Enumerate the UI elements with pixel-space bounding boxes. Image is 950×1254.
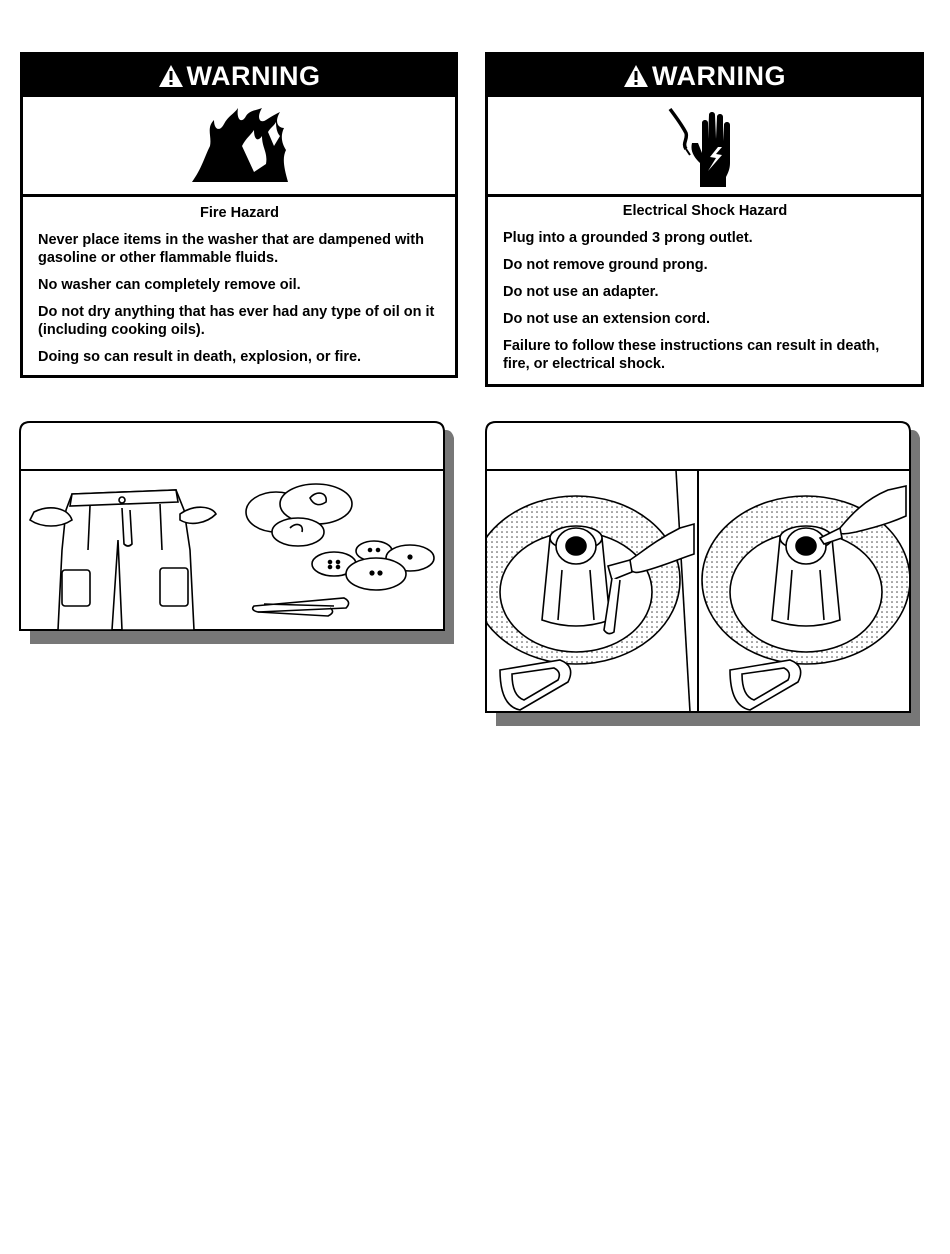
hazard-line: Do not remove ground prong. [503,257,708,273]
fire-warning-box [20,52,458,378]
hazard-title: Electrical Shock Hazard [622,203,788,219]
warning-header [23,55,455,97]
fire-icon-area [23,97,455,197]
hazard-line: Do not use an extension cord. [503,311,711,327]
electrical-warning-text [488,197,921,373]
hazard-line: Doing so can result in death, explosion, or fire. [38,349,362,365]
shock-icon-area [488,97,921,197]
hazard-title: Fire Hazard [200,205,279,221]
electric-shock-icon [660,103,750,189]
hazard-line: Never place items in the washer that are dampened with gasoline or other flammable fluids. [38,232,424,266]
fire-warning-text [23,197,455,366]
hazard-line: Do not use an adapter. [503,284,659,300]
hazard-line: Plug into a grounded 3 prong outlet. [503,230,753,246]
warning-header-text: WARNING [186,60,321,91]
warning-header [488,55,921,97]
fire-icon [184,106,294,186]
hazard-line: Failure to follow these instructions can result in death, fire, or electrical shock. [503,338,880,372]
hazard-line: Do not dry anything that has ever had any type of oil on it (including cooking oils). [38,304,435,338]
electrical-warning-box [485,52,924,387]
hazard-line: No washer can completely remove oil. [38,277,301,293]
warning-header-text: WARNING [652,60,786,91]
warning-triangle-icon [158,64,184,88]
warning-triangle-icon [623,64,649,88]
empty-pockets-illustration [14,420,454,645]
agitator-illustration [480,420,920,728]
